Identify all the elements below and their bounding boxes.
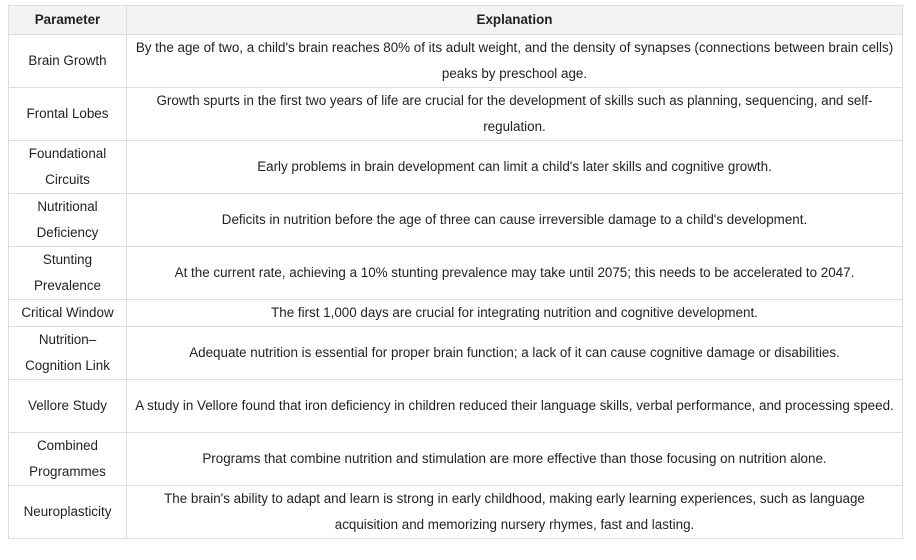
parameter-cell: Foundational Circuits (9, 141, 127, 194)
table-row (9, 88, 903, 141)
table-row (9, 327, 903, 380)
table-row (9, 380, 903, 433)
parameter-cell: Critical Window (9, 300, 127, 327)
parameter-cell: Frontal Lobes (9, 88, 127, 141)
explanation-cell: By the age of two, a child's brain reaches 80% of its adult weight, and the density of synapses (connections between brain cells) peaks by preschool age. (127, 35, 903, 88)
parameter-cell: Brain Growth (9, 35, 127, 88)
explanation-cell: The brain's ability to adapt and learn is strong in early childhood, making early learning experiences, such as language acquisition and memorizing nursery rhymes, fast and lasting. (127, 486, 903, 539)
parameter-table (8, 5, 903, 539)
parameter-cell: Nutritional Deficiency (9, 194, 127, 247)
header-explanation: Explanation (127, 6, 903, 35)
table-row (9, 194, 903, 247)
parameter-cell: Vellore Study (9, 380, 127, 433)
header-parameter: Parameter (9, 6, 127, 35)
explanation-cell: Programs that combine nutrition and stimulation are more effective than those focusing on nutrition alone. (127, 433, 903, 486)
explanation-cell: Early problems in brain development can limit a child's later skills and cognitive growth. (127, 141, 903, 194)
table-row (9, 486, 903, 539)
explanation-cell: Deficits in nutrition before the age of three can cause irreversible damage to a child's development. (127, 194, 903, 247)
table-row (9, 35, 903, 88)
table-row (9, 247, 903, 300)
explanation-cell: A study in Vellore found that iron deficiency in children reduced their language skills, verbal performance, and processing speed. (127, 380, 903, 433)
explanation-cell: At the current rate, achieving a 10% stunting prevalence may take until 2075; this needs to be accelerated to 2047. (127, 247, 903, 300)
table-row (9, 141, 903, 194)
parameter-cell: Neuroplasticity (9, 486, 127, 539)
parameter-cell: Nutrition–Cognition Link (9, 327, 127, 380)
table-row (9, 300, 903, 327)
parameter-cell: Stunting Prevalence (9, 247, 127, 300)
explanation-cell: Growth spurts in the first two years of life are crucial for the development of skills such as planning, sequencing, and self-regulation. (127, 88, 903, 141)
table-row (9, 433, 903, 486)
explanation-cell: The first 1,000 days are crucial for integrating nutrition and cognitive development. (127, 300, 903, 327)
table-container (8, 5, 902, 539)
header-row (9, 6, 903, 35)
parameter-cell: Combined Programmes (9, 433, 127, 486)
explanation-cell: Adequate nutrition is essential for proper brain function; a lack of it can cause cognitive damage or disabilities. (127, 327, 903, 380)
